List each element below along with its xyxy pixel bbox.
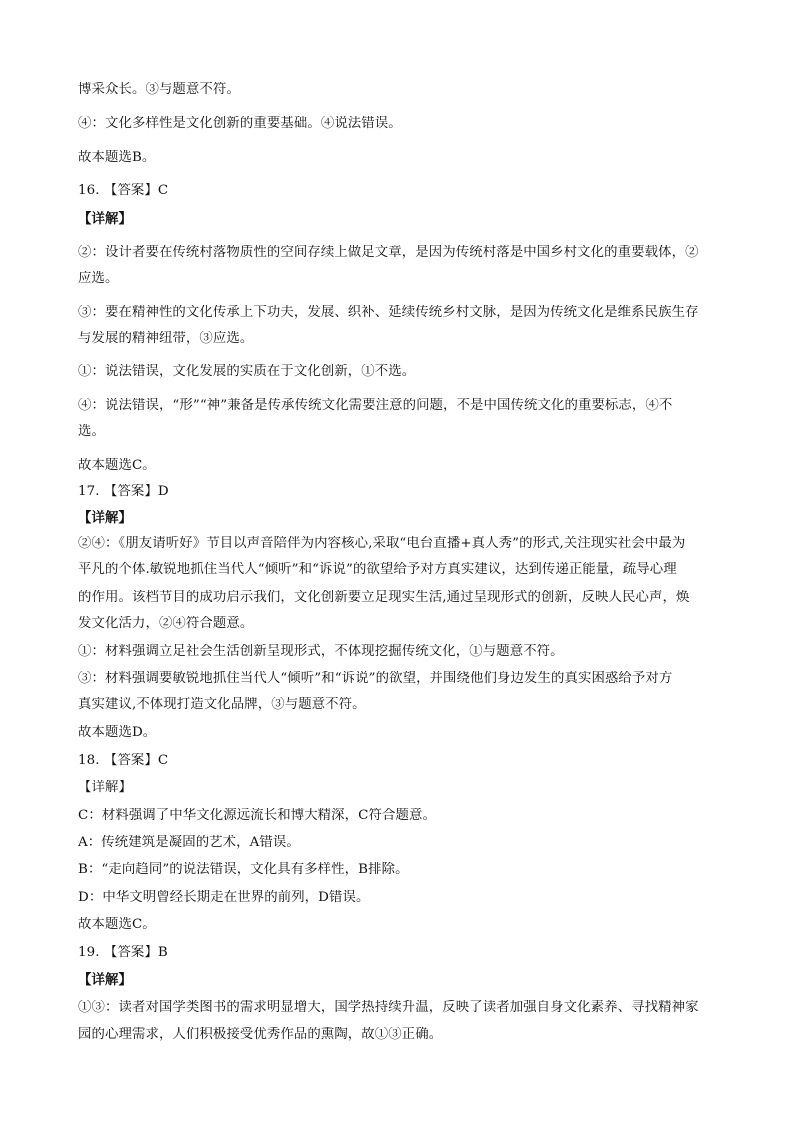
text-line: ①：材料强调立足社会生活创新呈现形式，不体现挖掘传统文化，①与题意不符。 (78, 644, 564, 659)
explanation-heading: 【详解】 (78, 972, 132, 988)
answer-heading-18: 18. 【答案】C (78, 753, 169, 768)
text-line: D：中华文明曾经长期走在世界的前列，D错误。 (78, 890, 370, 905)
text-line: A：传统建筑是凝固的艺术，A错误。 (78, 835, 300, 850)
text-line: 园的心理需求，人们积极接受优秀作品的熏陶，故①③正确。 (78, 1027, 443, 1042)
text-line: ③：材料强调要敏锐地抓住当代人“倾听”和“诉说”的欲望，并围绕他们身边发生的真实困惑给予对方 (78, 671, 673, 686)
explanation-heading: 【详解】 (78, 780, 132, 795)
text-line: ④：说法错误，“形”“神”兼备是传承传统文化需要注意的问题，不是中国传统文化的重要标志，④不 (78, 398, 673, 413)
text-line: ④：文化多样性是文化创新的重要基础。④说法错误。 (78, 116, 402, 131)
explanation-heading: 【详解】 (78, 510, 132, 526)
text-line: 真实建议,不体现打造文化品牌，③与题意不符。 (78, 697, 366, 712)
text-line: 故本题选B。 (78, 150, 156, 165)
text-line: B：“走向趋同”的说法错误，文化具有多样性，B排除。 (78, 862, 409, 877)
text-line: C：材料强调了中华文化源远流长和博大精深，C符合题意。 (78, 808, 436, 823)
text-line: 故本题选D。 (78, 725, 157, 740)
answer-heading-16: 16. 【答案】C (78, 183, 169, 198)
text-line: 的作用。该档节目的成功启示我们，文化创新要立足现实生活,通过呈现形式的创新，反映人民心声，焕 (78, 590, 690, 605)
text-line: 故本题选C。 (78, 458, 156, 473)
text-line: ①：说法错误，文化发展的实质在于文化创新，①不选。 (78, 364, 416, 379)
text-line: ②：设计者要在传统村落物质性的空间存续上做足文章，是因为传统村落是中国乡村文化的重要载体，② (78, 245, 699, 260)
text-line: ①③：读者对国学类图书的需求明显增大，国学热持续升温，反映了读者加强自身文化素养、寻找精神家 (78, 1000, 699, 1015)
text-line: 与发展的精神纽带，③应选。 (78, 331, 254, 346)
text-line: 应选。 (78, 271, 119, 286)
text-line: ③：要在精神性的文化传承上下功夫，发展、织补、延续传统乡村文脉，是因为传统文化是维系民族生存 (78, 305, 699, 320)
explanation-heading: 【详解】 (78, 211, 132, 227)
text-line: 选。 (78, 424, 105, 439)
text-line: 博采众长。③与题意不符。 (78, 82, 240, 97)
text-line: ②④：《朋友请听好》节目以声音陪伴为内容核心,采取“电台直播+真人秀”的形式,关注现实社会中最为 (78, 536, 686, 551)
text-line: 故本题选C。 (78, 917, 156, 932)
answer-heading-17: 17. 【答案】D (78, 484, 169, 499)
text-line: 发文化活力，②④符合题意。 (78, 616, 254, 631)
text-line: 平凡的个体.敏锐地抓住当代人“倾听”和“诉说”的欲望给予对方真实建议，达到传递正能量，疏导心理 (78, 562, 677, 577)
answer-heading-19: 19. 【答案】B (78, 945, 168, 960)
